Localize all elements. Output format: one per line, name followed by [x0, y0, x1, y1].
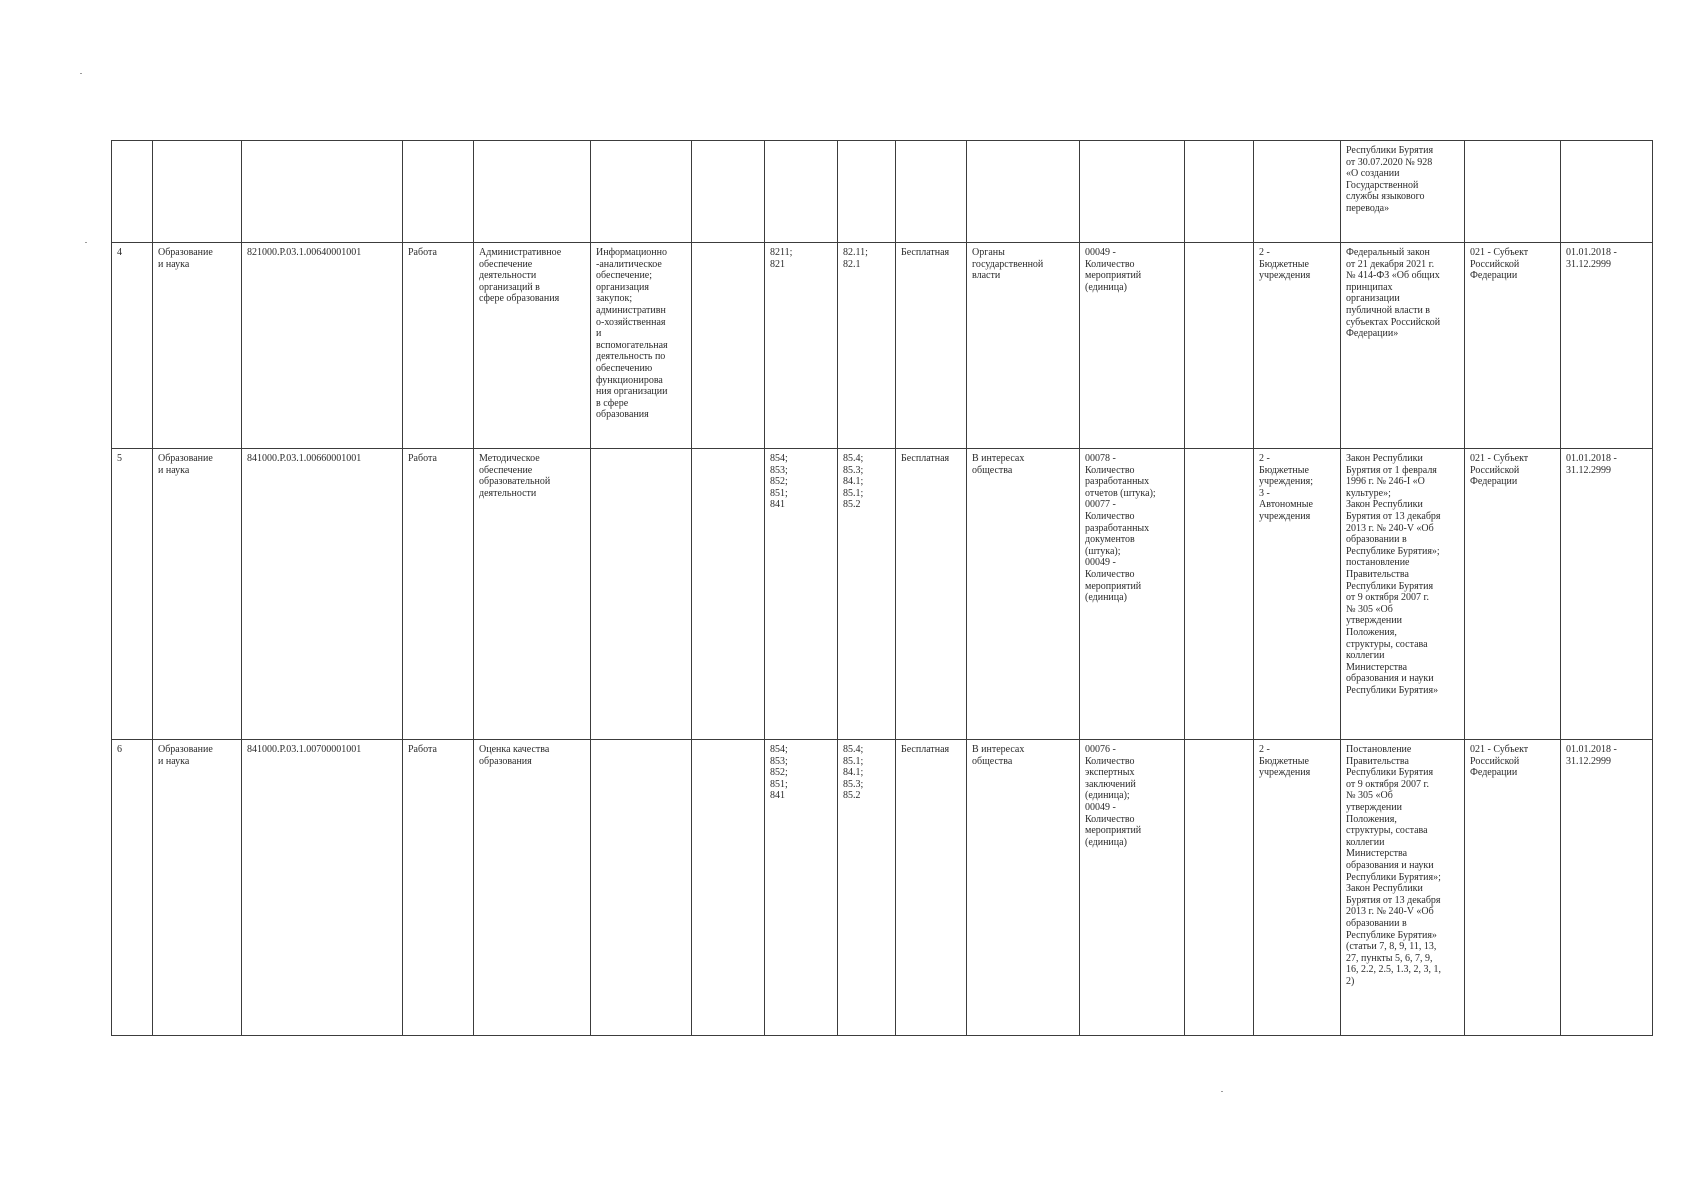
- service-name-cell: Административное обеспечение деятельности организаций в сфере образования: [474, 243, 591, 449]
- payment-cell: [896, 141, 967, 243]
- okved2-cell: [838, 141, 896, 243]
- consumers-cell: В интересах общества: [967, 740, 1080, 1036]
- registry-code-cell: 841000.Р.03.1.00660001001: [242, 449, 403, 740]
- sphere-cell: Образование и наука: [153, 449, 242, 740]
- indicators-cell: 00076 - Количество экспертных заключений (единица); 00049 - Количество мероприятий (единица): [1080, 740, 1185, 1036]
- legal-basis-cell: Постановление Правительства Республики Бурятия от 9 октября 2007 г. № 305 «Об утверждении Положения, структуры, состава коллегии Министерства образования и науки Республики Бурятия»; Закон Республики Бурятия от 13 декабря 2013 г. № 240-V «Об образовании в Республике Бурятия» (статьи 7, 8, 9, 11, 13, 27, пункты 5, 6, 7, 9, 16, 2.2, 2.5, 1.3, 2, 3, 1, 2): [1341, 740, 1465, 1036]
- blank-cell: [1185, 243, 1254, 449]
- okved-cell: 8211; 821: [765, 243, 838, 449]
- legal-basis-cell: Федеральный закон от 21 декабря 2021 г. № 414-ФЗ «Об общих принципах организации публичной власти в субъектах Российской Федерации»: [1341, 243, 1465, 449]
- service-content-cell: [591, 141, 692, 243]
- indicators-cell: 00078 - Количество разработанных отчетов (штука); 00077 - Количество разработанных документов (штука); 00049 - Количество мероприятий (единица): [1080, 449, 1185, 740]
- validity-period-cell: 01.01.2018 - 31.12.2999: [1561, 243, 1653, 449]
- institution-type-cell: 2 - Бюджетные учреждения: [1254, 243, 1341, 449]
- registry-code-cell: [242, 141, 403, 243]
- okved-cell: 854; 853; 852; 851; 841: [765, 449, 838, 740]
- service-content-cell: [591, 740, 692, 1036]
- service-content-cell: [591, 449, 692, 740]
- table-row: [112, 141, 1653, 243]
- consumers-cell: Органы государственной власти: [967, 243, 1080, 449]
- registry-code-cell: 821000.Р.03.1.00640001001: [242, 243, 403, 449]
- blank-cell: [1185, 740, 1254, 1036]
- founder-cell: 021 - Субъект Российской Федерации: [1465, 243, 1561, 449]
- validity-period-cell: 01.01.2018 - 31.12.2999: [1561, 740, 1653, 1036]
- kind-cell: Работа: [403, 449, 474, 740]
- institution-type-cell: 2 - Бюджетные учреждения: [1254, 740, 1341, 1036]
- kind-cell: Работа: [403, 740, 474, 1036]
- payment-cell: Бесплатная: [896, 449, 967, 740]
- sphere-cell: [153, 141, 242, 243]
- row-number-cell: 5: [112, 449, 153, 740]
- legal-basis-cell: Закон Республики Бурятия от 1 февраля 1996 г. № 246-I «О культуре»; Закон Республики Бурятия от 13 декабря 2013 г. № 240-V «Об образовании в Республике Бурятия»; постановление Правительства Республики Бурятия от 9 октября 2007 г. № 305 «Об утверждении Положения, структуры, состава коллегии Министерства образования и науки Республики Бурятия»: [1341, 449, 1465, 740]
- okved2-cell: 82.11; 82.1: [838, 243, 896, 449]
- scan-speck: [1221, 1091, 1223, 1092]
- blank-cell: [692, 740, 765, 1036]
- kind-cell: Работа: [403, 243, 474, 449]
- row-number-cell: [112, 141, 153, 243]
- service-content-cell: Информационно -аналитическое обеспечение; организация закупок; административн о-хозяйственная и вспомогательная деятельность по обеспечению функционирова ния организации в сфере образования: [591, 243, 692, 449]
- service-name-cell: Оценка качества образования: [474, 740, 591, 1036]
- okved-cell: 854; 853; 852; 851; 841: [765, 740, 838, 1036]
- consumers-cell: [967, 141, 1080, 243]
- indicators-cell: 00049 - Количество мероприятий (единица): [1080, 243, 1185, 449]
- payment-cell: Бесплатная: [896, 740, 967, 1036]
- kind-cell: [403, 141, 474, 243]
- sphere-cell: Образование и наука: [153, 740, 242, 1036]
- okved-cell: [765, 141, 838, 243]
- registry-code-cell: 841000.Р.03.1.00700001001: [242, 740, 403, 1036]
- institution-type-cell: [1254, 141, 1341, 243]
- institution-type-cell: 2 - Бюджетные учреждения; 3 - Автономные учреждения: [1254, 449, 1341, 740]
- consumers-cell: В интересах общества: [967, 449, 1080, 740]
- row-number-cell: 4: [112, 243, 153, 449]
- okved2-cell: 85.4; 85.1; 84.1; 85.3; 85.2: [838, 740, 896, 1036]
- scan-speck: [80, 73, 82, 74]
- okved2-cell: 85.4; 85.3; 84.1; 85.1; 85.2: [838, 449, 896, 740]
- founder-cell: 021 - Субъект Российской Федерации: [1465, 740, 1561, 1036]
- blank-cell: [692, 141, 765, 243]
- service-name-cell: [474, 141, 591, 243]
- blank-cell: [1185, 449, 1254, 740]
- scan-speck: [85, 242, 87, 243]
- validity-period-cell: [1561, 141, 1653, 243]
- row-number-cell: 6: [112, 740, 153, 1036]
- table-row: [112, 449, 1653, 740]
- services-registry-table: [111, 140, 1653, 1036]
- founder-cell: 021 - Субъект Российской Федерации: [1465, 449, 1561, 740]
- table-row: [112, 740, 1653, 1036]
- blank-cell: [692, 243, 765, 449]
- blank-cell: [1185, 141, 1254, 243]
- legal-basis-cell: Республики Бурятия от 30.07.2020 № 928 «О создании Государственной службы языкового перевода»: [1341, 141, 1465, 243]
- indicators-cell: [1080, 141, 1185, 243]
- sphere-cell: Образование и наука: [153, 243, 242, 449]
- validity-period-cell: 01.01.2018 - 31.12.2999: [1561, 449, 1653, 740]
- service-name-cell: Методическое обеспечение образовательной деятельности: [474, 449, 591, 740]
- blank-cell: [692, 449, 765, 740]
- founder-cell: [1465, 141, 1561, 243]
- table-row: [112, 243, 1653, 449]
- payment-cell: Бесплатная: [896, 243, 967, 449]
